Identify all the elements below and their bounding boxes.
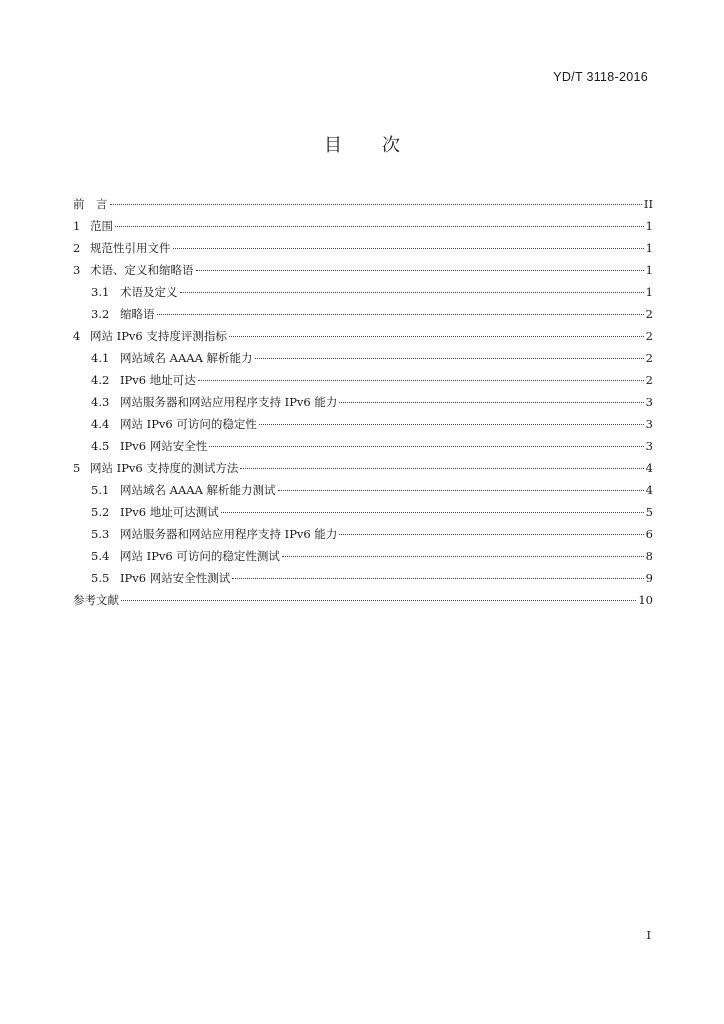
toc-entry[interactable] xyxy=(73,218,653,240)
dot-leader xyxy=(110,204,642,205)
toc-entry-page: 9 xyxy=(645,571,653,585)
toc-entry-page: 3 xyxy=(645,417,653,431)
dot-leader xyxy=(339,534,643,535)
toc-entry-page: 3 xyxy=(645,439,653,453)
toc-entry-title: 网站 IPv6 可访问的稳定性测试 xyxy=(120,549,280,563)
toc-entry-number: 5.5 xyxy=(91,571,110,585)
toc-entry-title: 参考文献 xyxy=(73,593,119,607)
toc-entry[interactable] xyxy=(73,482,653,504)
toc-entry-title: 网站域名 AAAA 解析能力 xyxy=(120,351,253,365)
dot-leader xyxy=(229,336,644,337)
toc-entry-title: 缩略语 xyxy=(120,307,155,321)
dot-leader xyxy=(259,424,644,425)
toc-entry-page: 2 xyxy=(645,307,653,321)
page-title xyxy=(0,131,724,157)
table-of-contents xyxy=(73,196,653,614)
dot-leader xyxy=(209,446,643,447)
toc-entry-title: IPv6 网站安全性测试 xyxy=(120,571,231,585)
toc-entry[interactable] xyxy=(73,284,653,306)
title-char-1: 目 xyxy=(324,135,342,156)
toc-entry-number: 4.2 xyxy=(91,373,110,387)
toc-entry-title: 术语及定义 xyxy=(120,285,178,299)
toc-entry-title: 范围 xyxy=(90,219,113,233)
standard-code: YD/T 3118-2016 xyxy=(553,70,648,84)
toc-entry-number: 4.5 xyxy=(91,439,110,453)
toc-entry-number: 1 xyxy=(73,219,81,233)
toc-entry-title: IPv6 地址可达测试 xyxy=(120,505,219,519)
toc-entry[interactable] xyxy=(73,592,653,614)
dot-leader xyxy=(232,578,643,579)
toc-entry-number: 5 xyxy=(73,461,81,475)
dot-leader xyxy=(196,270,644,271)
dot-leader xyxy=(339,402,643,403)
toc-entry-page: 2 xyxy=(645,351,653,365)
toc-entry-title: IPv6 网站安全性 xyxy=(120,439,208,453)
toc-entry-title: 前 言 xyxy=(73,197,108,211)
dot-leader xyxy=(180,292,644,293)
dot-leader xyxy=(198,380,644,381)
toc-entry-page: 4 xyxy=(645,483,653,497)
dot-leader xyxy=(157,314,644,315)
toc-entry-title: IPv6 地址可达 xyxy=(120,373,196,387)
toc-entry-number: 4.4 xyxy=(91,417,110,431)
toc-entry-number: 5.2 xyxy=(91,505,110,519)
toc-entry-title: 网站 IPv6 支持度的测试方法 xyxy=(90,461,239,475)
dot-leader xyxy=(115,226,644,227)
dot-leader xyxy=(173,248,644,249)
toc-entry-page: 3 xyxy=(645,395,653,409)
toc-entry[interactable] xyxy=(73,196,653,218)
toc-entry[interactable] xyxy=(73,438,653,460)
toc-entry-page: 1 xyxy=(645,241,653,255)
toc-entry-page: II xyxy=(643,197,653,211)
dot-leader xyxy=(255,358,644,359)
toc-entry[interactable] xyxy=(73,306,653,328)
toc-entry[interactable] xyxy=(73,570,653,592)
toc-entry[interactable] xyxy=(73,526,653,548)
toc-entry-number: 3 xyxy=(73,263,81,277)
toc-entry-page: 1 xyxy=(645,219,653,233)
toc-entry-number: 4.3 xyxy=(91,395,110,409)
toc-entry[interactable] xyxy=(73,328,653,350)
toc-entry-number: 5.3 xyxy=(91,527,110,541)
toc-entry[interactable] xyxy=(73,372,653,394)
toc-entry[interactable] xyxy=(73,350,653,372)
toc-entry[interactable] xyxy=(73,460,653,482)
toc-entry[interactable] xyxy=(73,416,653,438)
toc-entry-page: 10 xyxy=(638,593,653,607)
toc-entry-number: 4.1 xyxy=(91,351,110,365)
dot-leader xyxy=(282,556,644,557)
toc-entry[interactable] xyxy=(73,548,653,570)
toc-entry-number: 3.1 xyxy=(91,285,110,299)
toc-entry-page: 6 xyxy=(645,527,653,541)
toc-entry-number: 4 xyxy=(73,329,81,343)
toc-entry-page: 1 xyxy=(645,285,653,299)
toc-entry-title: 术语、定义和缩略语 xyxy=(90,263,194,277)
toc-entry-number: 5.1 xyxy=(91,483,110,497)
dot-leader xyxy=(221,512,644,513)
toc-entry-title: 网站服务器和网站应用程序支持 IPv6 能力 xyxy=(120,395,338,409)
toc-entry[interactable] xyxy=(73,240,653,262)
toc-entry-title: 网站 IPv6 支持度评测指标 xyxy=(90,329,227,343)
toc-entry[interactable] xyxy=(73,394,653,416)
toc-entry-page: 1 xyxy=(645,263,653,277)
toc-entry-title: 网站服务器和网站应用程序支持 IPv6 能力 xyxy=(120,527,338,541)
toc-entry-page: 2 xyxy=(645,373,653,387)
toc-entry-number: 5.4 xyxy=(91,549,110,563)
toc-entry-page: 8 xyxy=(645,549,653,563)
toc-entry-page: 2 xyxy=(645,329,653,343)
toc-entry-title: 网站域名 AAAA 解析能力测试 xyxy=(120,483,276,497)
toc-entry-page: 5 xyxy=(645,505,653,519)
dot-leader xyxy=(278,490,644,491)
title-char-2: 次 xyxy=(382,135,400,156)
toc-entry-number: 3.2 xyxy=(91,307,110,321)
dot-leader xyxy=(240,468,643,469)
toc-entry-page: 4 xyxy=(645,461,653,475)
toc-entry-number: 2 xyxy=(73,241,81,255)
dot-leader xyxy=(121,600,636,601)
toc-entry-title: 规范性引用文件 xyxy=(90,241,171,255)
toc-entry-title: 网站 IPv6 可访问的稳定性 xyxy=(120,417,257,431)
toc-entry[interactable] xyxy=(73,262,653,284)
page-number: I xyxy=(646,928,651,942)
toc-entry[interactable] xyxy=(73,504,653,526)
